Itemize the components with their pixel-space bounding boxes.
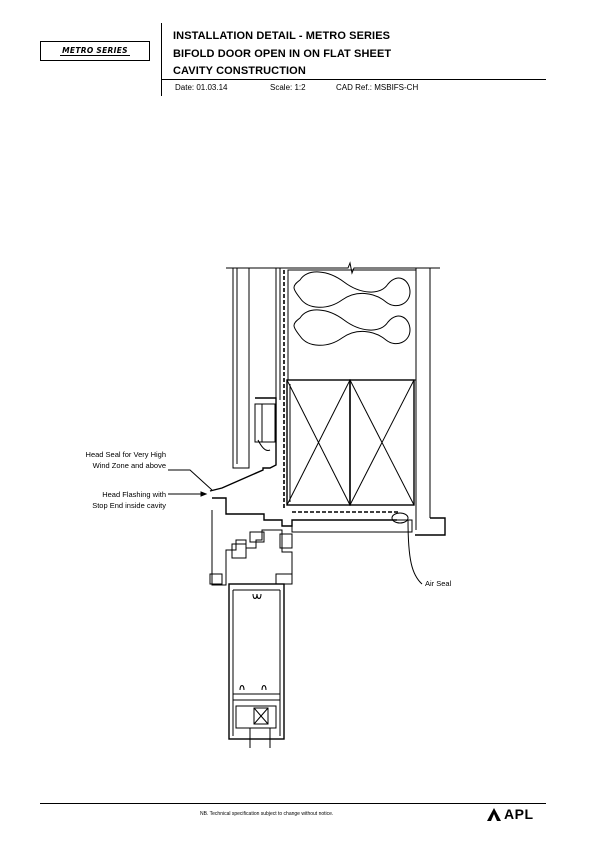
disclaimer-note: NB. Technical specification subject to change without notice. bbox=[200, 811, 334, 817]
top-break-line bbox=[226, 263, 440, 273]
air-seal bbox=[392, 513, 408, 523]
logo-text: METRO SERIES bbox=[62, 46, 128, 55]
footer-divider bbox=[40, 803, 546, 804]
insulation-batts-2 bbox=[294, 310, 410, 345]
air-seal-leader bbox=[408, 520, 422, 584]
internal-lining bbox=[233, 268, 249, 468]
head-flashing-note bbox=[54, 489, 166, 511]
cad-ref-label: CAD Ref.: MSBIFS-CH bbox=[336, 83, 419, 92]
head-seal-line-2: Wind Zone and above bbox=[92, 461, 166, 470]
title-line-3: CAVITY CONSTRUCTION bbox=[173, 65, 306, 77]
glazing-bead bbox=[236, 706, 276, 728]
insulation-batts bbox=[294, 272, 410, 307]
right-reveal bbox=[415, 518, 445, 535]
head-seal-note bbox=[60, 449, 166, 471]
title-line-2: BIFOLD DOOR OPEN IN ON FLAT SHEET bbox=[173, 47, 392, 60]
title-line-1: INSTALLATION DETAIL - METRO SERIES bbox=[173, 30, 391, 42]
apl-brand bbox=[486, 806, 534, 822]
air-seal-note: Air Seal bbox=[425, 579, 452, 588]
scale-label: Scale: 1:2 bbox=[270, 83, 306, 92]
head-flashing bbox=[210, 398, 276, 491]
head-flashing-line-1: Head Flashing with bbox=[102, 490, 166, 499]
head-seal-leader bbox=[168, 470, 212, 490]
date-label: Date: 01.03.14 bbox=[175, 83, 228, 92]
brand-text: APL bbox=[504, 806, 534, 822]
head-seal-line-1: Head Seal for Very High bbox=[85, 450, 166, 459]
apl-logo-icon bbox=[486, 806, 502, 822]
flashing-bracket bbox=[255, 404, 275, 442]
frame-extrusion-box bbox=[232, 544, 246, 558]
head-flashing-line-2: Stop End inside cavity bbox=[92, 501, 166, 510]
